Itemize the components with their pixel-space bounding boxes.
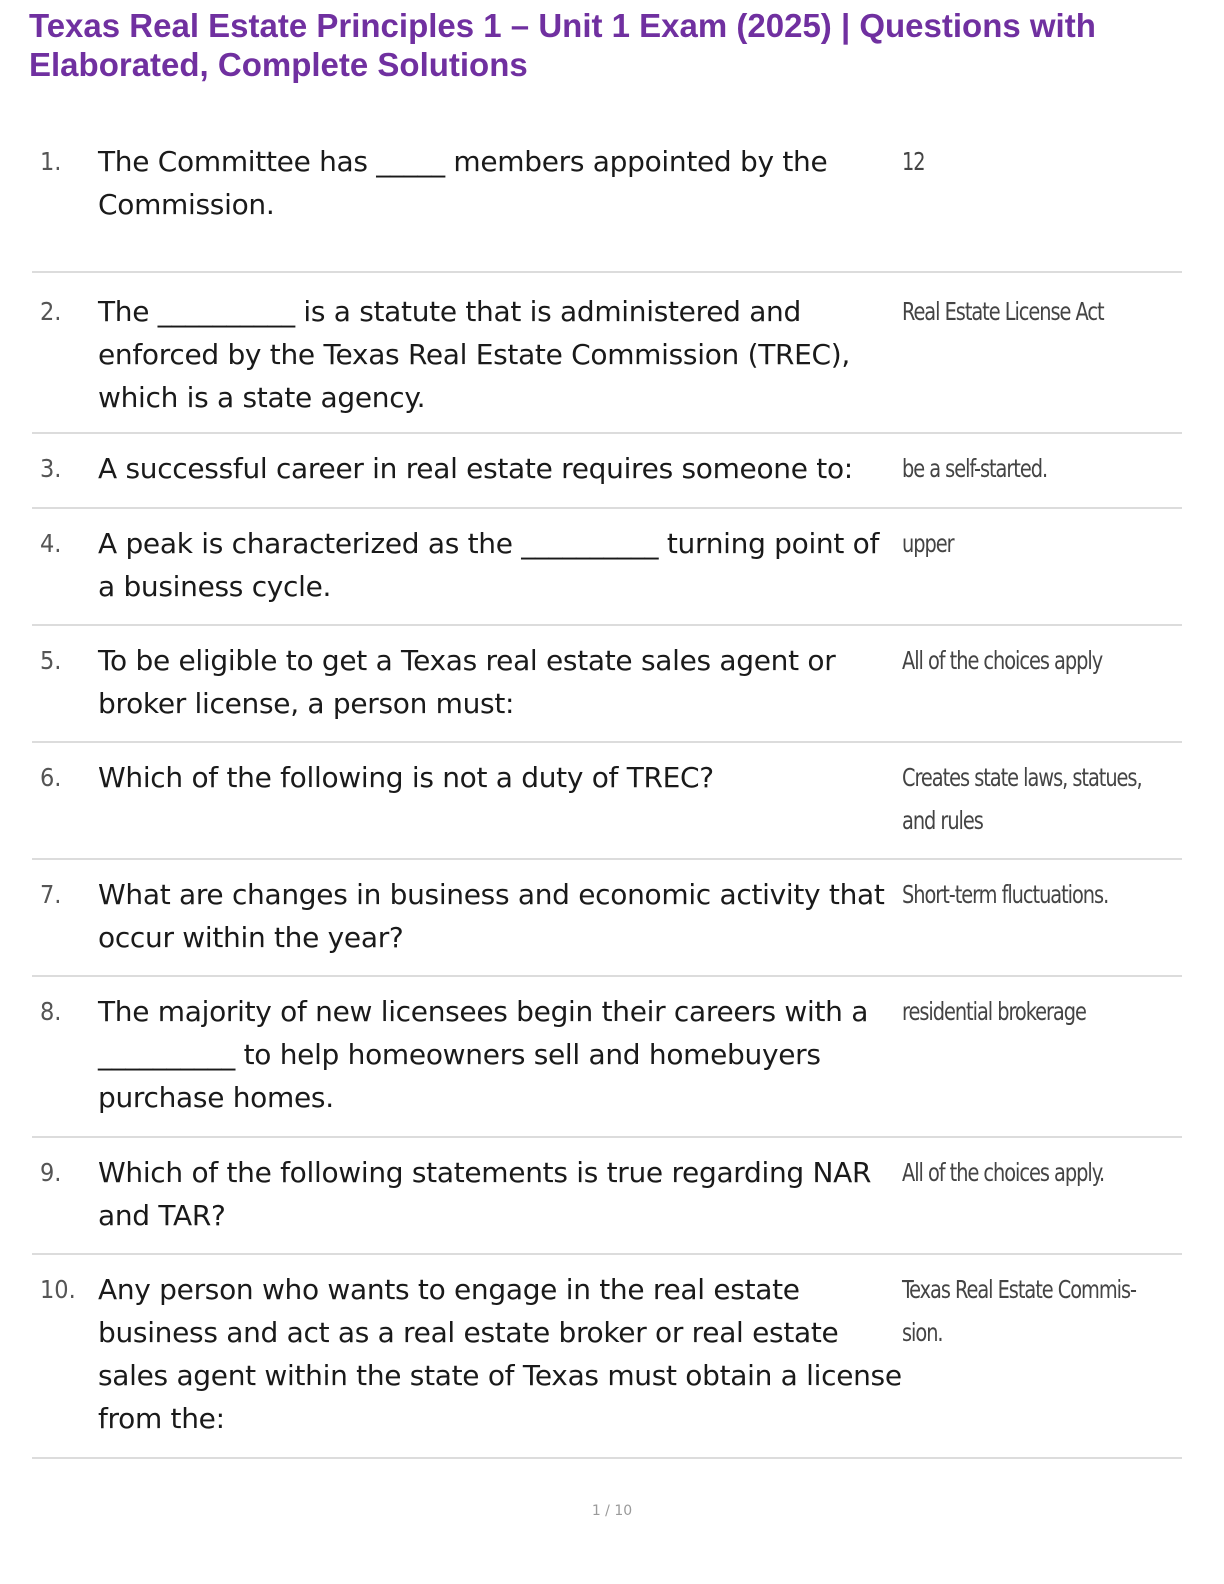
question-row-1 bbox=[32, 130, 1182, 273]
question-text: The Committee has _____ members appointed by the Commission. bbox=[98, 145, 828, 221]
answer-text: upper bbox=[902, 529, 954, 558]
question-text: A peak is characterized as the __________ turning point of a business cycle. bbox=[98, 527, 880, 603]
question-number: 3. bbox=[40, 454, 62, 483]
question-row-4 bbox=[32, 509, 1182, 626]
question-list bbox=[32, 130, 1182, 1459]
question-number: 7. bbox=[40, 880, 62, 909]
question-row-6 bbox=[32, 743, 1182, 860]
answer-text: Short-term fluctuations. bbox=[902, 880, 1109, 909]
answer-text: Real Estate License Act bbox=[902, 297, 1104, 326]
question-row-7 bbox=[32, 860, 1182, 977]
question-number: 6. bbox=[40, 763, 62, 792]
page-number: 1 / 10 bbox=[591, 1503, 633, 1519]
question-number: 9. bbox=[40, 1158, 62, 1187]
question-number: 8. bbox=[40, 997, 62, 1026]
question-text: The majority of new licensees begin their careers with a __________ to help homeowners sell and homebuyers purchase homes. bbox=[98, 995, 869, 1114]
question-number: 5. bbox=[40, 646, 62, 675]
question-text: What are changes in business and economic activity that occur within the year? bbox=[98, 878, 885, 954]
question-text: To be eligible to get a Texas real estate sales agent or broker license, a person must: bbox=[98, 644, 836, 720]
answer-text: residential brokerage bbox=[902, 997, 1086, 1026]
question-row-9 bbox=[32, 1138, 1182, 1255]
question-text: Which of the following statements is true regarding NAR and TAR? bbox=[98, 1156, 872, 1232]
question-row-8 bbox=[32, 977, 1182, 1138]
answer-text: 12 bbox=[902, 147, 925, 176]
answer-text: All of the choices apply bbox=[902, 646, 1103, 675]
document-title: Texas Real Estate Principles 1 – Unit 1 Exam (2025) | Questions with Elaborated, Complete Solutions bbox=[29, 7, 1096, 83]
question-number: 4. bbox=[40, 529, 62, 558]
question-text: Any person who wants to engage in the real estate business and act as a real estate broker or real estate sales agent within the state of Texas must obtain a license from the: bbox=[98, 1273, 902, 1435]
question-row-10 bbox=[32, 1255, 1182, 1459]
question-row-5 bbox=[32, 626, 1182, 743]
answer-text: be a self-started. bbox=[902, 454, 1048, 483]
question-number: 10. bbox=[40, 1275, 76, 1304]
answer-text: Texas Real Estate Commis-sion. bbox=[902, 1275, 1136, 1347]
question-number: 1. bbox=[40, 147, 62, 176]
question-row-3 bbox=[32, 434, 1182, 509]
question-text: Which of the following is not a duty of TREC? bbox=[98, 761, 714, 794]
question-number: 2. bbox=[40, 297, 62, 326]
question-text: A successful career in real estate requires someone to: bbox=[98, 452, 853, 485]
answer-text: All of the choices apply. bbox=[902, 1158, 1105, 1187]
question-row-2 bbox=[32, 273, 1182, 434]
question-text: The __________ is a statute that is administered and enforced by the Texas Real Estate Commission (TREC), which is a state agency. bbox=[98, 295, 851, 414]
answer-text: Creates state laws, statues, and rules bbox=[902, 763, 1142, 835]
